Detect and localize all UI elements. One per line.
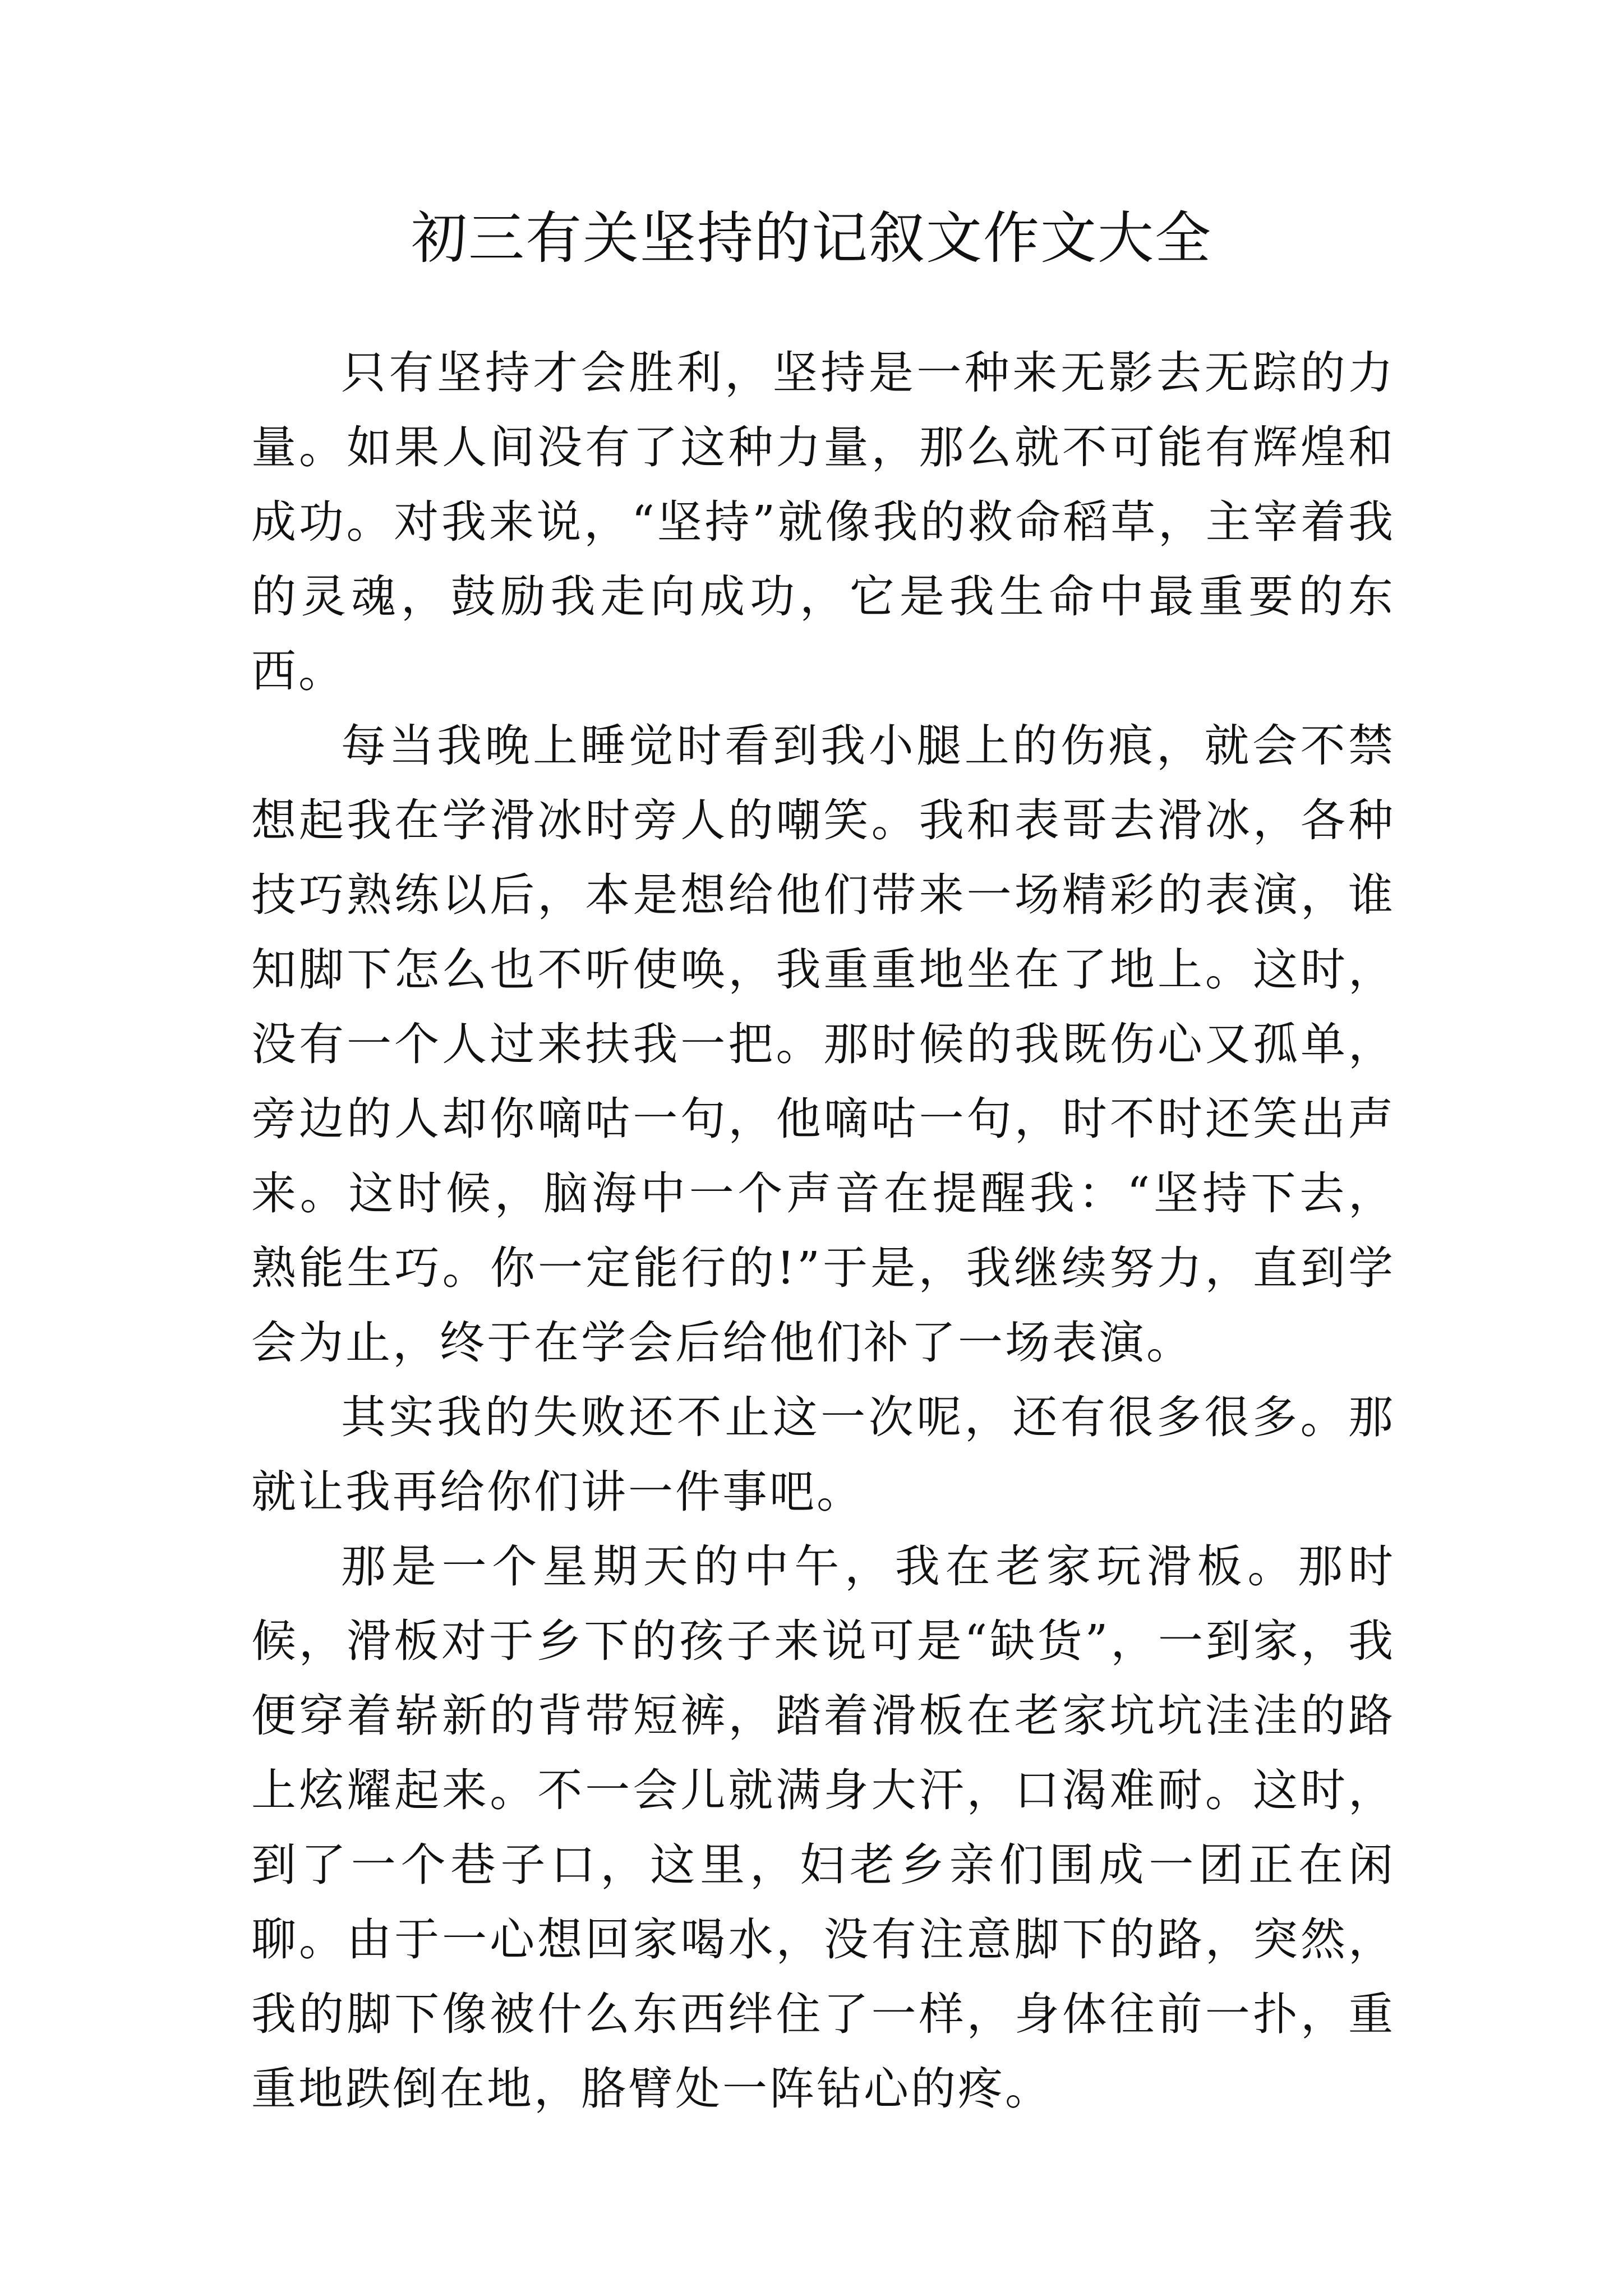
document-title: 初三有关坚持的记叙文作文大全	[411, 205, 1212, 271]
document-body	[251, 335, 1395, 2126]
body-paragraph: 其实我的失败还不止这一次呢，还有很多很多。那就让我再给你们讲一件事吧。	[251, 1391, 1395, 1518]
body-paragraph: 只有坚持才会胜利，坚持是一种来无影去无踪的力量。如果人间没有了这种力量，那么就不可能有辉煌和成功。对我来说，“坚持”就像我的救命稻草，主宰着我的灵魂，鼓励我走向成功，它是我生命中最重要的东西。	[251, 347, 1395, 697]
body-paragraph: 每当我晚上睡觉时看到我小腿上的伤痕，就会不禁想起我在学滑冰时旁人的嘲笑。我和表哥去滑冰，各种技巧熟练以后，本是想给他们带来一场精彩的表演，谁知脚下怎么也不听使唤，我重重地坐在了地上。这时，没有一个人过来扶我一把。那时候的我既伤心又孤单，旁边的人却你嘀咕一句，他嘀咕一句，时不时还笑出声来。这时候，脑海中一个声音在提醒我：“坚持下去，熟能生巧。你一定能行的!”于是，我继续努力，直到学会为止，终于在学会后给他们补了一场表演。	[251, 720, 1395, 1369]
body-paragraph: 那是一个星期天的中午，我在老家玩滑板。那时候，滑板对于乡下的孩子来说可是“缺货”，一到家，我便穿着崭新的背带短裤，踏着滑板在老家坑坑洼洼的路上炫耀起来。不一会儿就满身大汗，口渴难耐。这时，到了一个巷子口，这里，妇老乡亲们围成一团正在闲聊。由于一心想回家喝水，没有注意脚下的路，突然，我的脚下像被什么东西绊住了一样，身体往前一扑，重重地跌倒在地，胳臂处一阵钻心的疼。	[251, 1540, 1395, 2115]
